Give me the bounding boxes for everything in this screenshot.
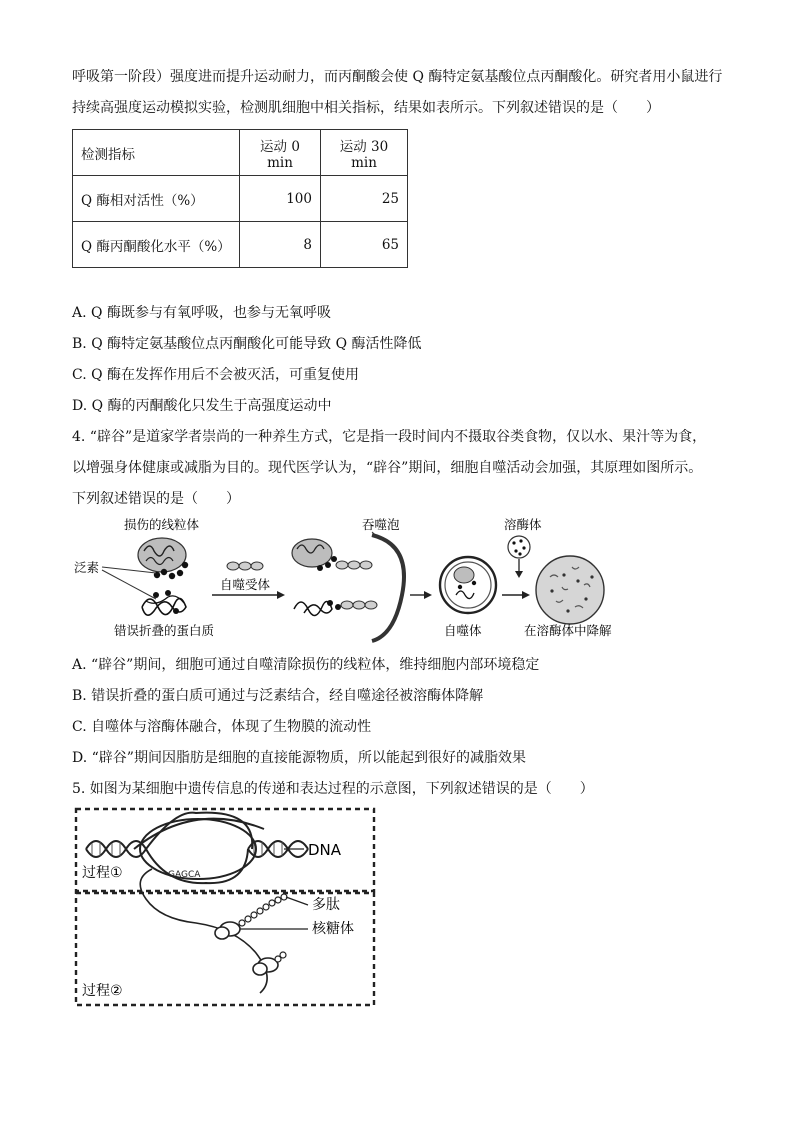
label-ribosome: 核糖体 [312, 921, 354, 937]
table-header-cell: 运动 0 min [240, 130, 321, 176]
label-autophagosome: 自噬体 [444, 623, 482, 638]
q4-option-a: A. “辟谷”期间，细胞可通过自噬清除损伤的线粒体，维持细胞内部环境稳定 [72, 657, 540, 673]
dna-helix [86, 841, 308, 857]
polypeptide-chain [239, 894, 287, 926]
mitochondrion-icon [454, 567, 474, 583]
table-row [73, 222, 408, 268]
exam-page [72, 62, 732, 1010]
q3-option-d: D. Q 酶的丙酮酸化只发生于高强度运动中 [72, 398, 332, 414]
q4-stem-line3: 下列叙述错误的是（ ） [72, 491, 240, 507]
label-peptide: 多肽 [312, 897, 340, 913]
table-cell: 8 [240, 222, 321, 268]
table-row [73, 176, 408, 222]
q4-options [72, 650, 732, 774]
q4-option-c: C. 自噬体与溶酶体融合，体现了生物膜的流动性 [72, 719, 372, 735]
q3-option-b: B. Q 酶特定氨基酸位点丙酮酸化可能导致 Q 酶活性降低 [72, 336, 422, 352]
autophagy-diagram [72, 515, 632, 650]
q4-option-b: B. 错误折叠的蛋白质可通过与泛素结合，经自噬途径被溶酶体降解 [72, 688, 484, 704]
label-lysosome: 溶酶体 [504, 517, 542, 532]
gene-expression-diagram [72, 805, 392, 1010]
arrow-2-head [424, 591, 432, 599]
arrow-1-head [277, 591, 285, 599]
q3-options [72, 298, 732, 422]
mitochondrion-icon [138, 538, 186, 572]
q5-stem: 5. 如图为某细胞中遗传信息的传递和表达过程的示意图，下列叙述错误的是（ ） [72, 781, 594, 797]
q3-stem-line1: 呼吸第一阶段）强度进而提升运动耐力，而丙酮酸会使 Q 酶特定氨基酸位点丙酮酸化。研究者用小鼠进行 [72, 69, 723, 85]
label-damaged-mitochondrion: 损伤的线粒体 [124, 517, 200, 532]
ubiquitin-pointer [102, 570, 156, 599]
label-process-2: 过程② [82, 983, 123, 999]
label-misfolded-protein: 错误折叠的蛋白质 [114, 623, 215, 638]
label-dna: DNA [308, 841, 342, 859]
label-autophagy-receptor: 自噬受体 [220, 577, 271, 592]
q3-stem-line2: 持续高强度运动模拟实验，检测肌细胞中相关指标，结果如表所示。下列叙述错误的是（ ） [72, 100, 660, 116]
table-cell: Q 酶丙酮酸化水平（%） [73, 222, 240, 268]
label-phagophore: 吞噬泡 [362, 517, 400, 532]
misfolded-protein-icon [142, 590, 186, 615]
table-header-cell: 运动 30 min [321, 130, 408, 176]
arrow-3-head [522, 591, 530, 599]
table-header-cell: 检测指标 [73, 130, 240, 176]
arrow-lysosome-head [515, 571, 523, 578]
table-header-row [73, 130, 408, 176]
table-cell: 100 [240, 176, 321, 222]
label-ubiquitin: 泛素 [74, 560, 100, 575]
q3-option-a: A. Q 酶既参与有氧呼吸，也参与无氧呼吸 [72, 305, 331, 321]
q3-data-table [72, 129, 408, 268]
mrna-strand [140, 869, 267, 993]
table-cell: Q 酶相对活性（%） [73, 176, 240, 222]
autophagy-receptor-icon [227, 562, 263, 570]
misfolded-protein-icon [294, 601, 332, 615]
q4-stem-line1: 4. “辟谷”是道家学者崇尚的一种养生方式，它是指一段时间内不摄取谷类食物，仅以水、果汁等为食， [72, 429, 707, 445]
label-degradation: 在溶酶体中降解 [524, 623, 612, 638]
table-cell: 25 [321, 176, 408, 222]
dna-base-pairs [92, 842, 282, 856]
phagophore-membrane [372, 535, 404, 641]
label-sequence: GAGCA [168, 870, 201, 880]
q4-option-d: D. “辟谷”期间因脂肪是细胞的直接能源物质，所以能起到很好的减脂效果 [72, 750, 526, 766]
q4-stem-line2: 以增强身体健康或减脂为目的。现代医学认为，“辟谷”期间，细胞自噬活动会加强，其原理如图所示。 [72, 460, 703, 476]
receptor-chain-icon [336, 561, 377, 609]
polypeptide-chain [275, 952, 286, 962]
q3-option-c: C. Q 酶在发挥作用后不会被灭活，可重复使用 [72, 367, 360, 383]
degradation-vesicle [536, 556, 604, 624]
table-cell: 65 [321, 222, 408, 268]
peptide-pointer [286, 897, 308, 905]
label-process-1: 过程① [82, 865, 123, 881]
ribosome-icon [253, 958, 278, 975]
